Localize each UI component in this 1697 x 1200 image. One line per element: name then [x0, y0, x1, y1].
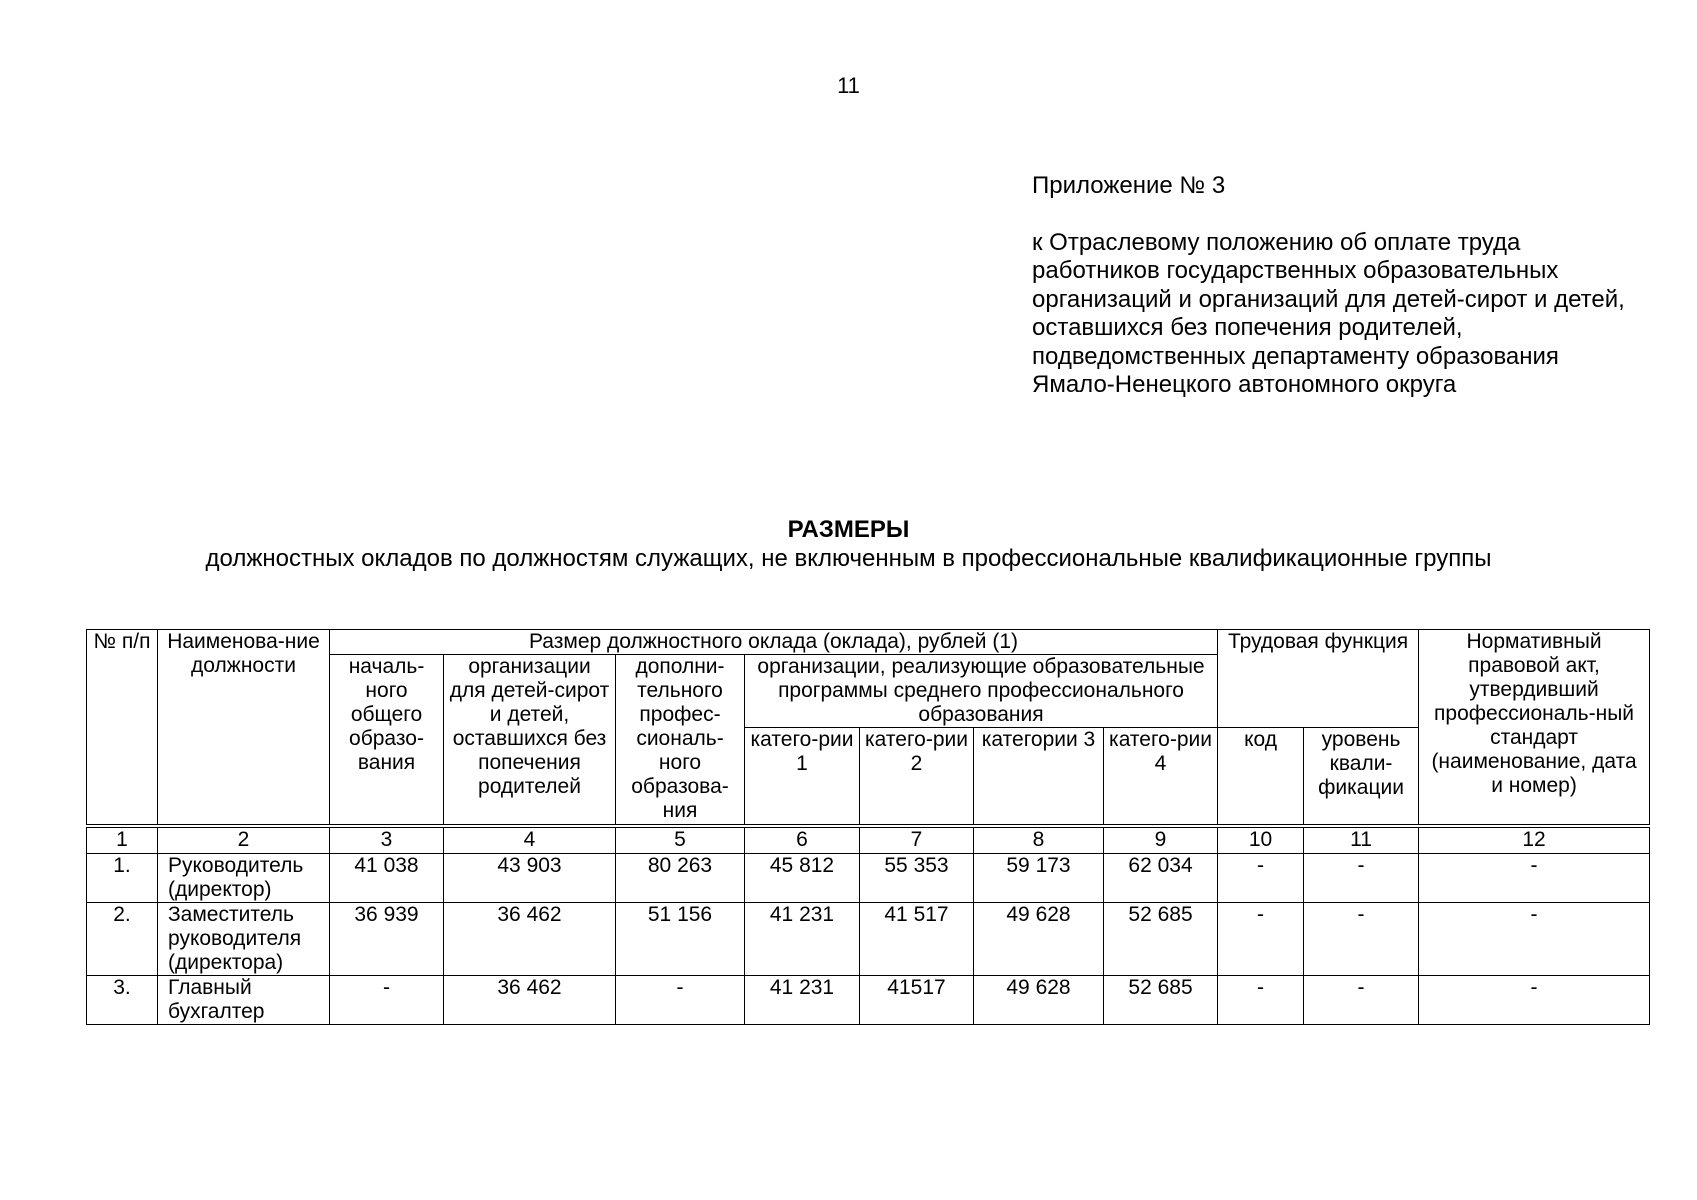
row-value: -	[1218, 854, 1304, 903]
row-number: 1.	[87, 854, 158, 903]
header-code: код	[1218, 728, 1304, 827]
row-value: 59 173	[974, 854, 1104, 903]
header-qual-level: уровень квали-фикации	[1304, 728, 1419, 827]
row-value: -	[1218, 903, 1304, 976]
header-cat3: категории 3	[974, 728, 1104, 827]
row-value: 36 462	[444, 976, 616, 1025]
column-number: 5	[616, 826, 745, 854]
row-value: 49 628	[974, 976, 1104, 1025]
header-general-edu: началь-ного общего образо-вания	[330, 655, 444, 827]
row-value: 45 812	[745, 854, 860, 903]
table-row	[87, 976, 1650, 1025]
row-value: 62 034	[1104, 854, 1218, 903]
header-cat1: катего-рии 1	[745, 728, 860, 827]
header-row-1	[87, 630, 1650, 655]
column-number: 7	[860, 826, 974, 854]
row-position-name: Заместитель руководителя (директора)	[158, 903, 330, 976]
appendix-block	[1032, 172, 1632, 400]
column-number: 9	[1104, 826, 1218, 854]
appendix-title: Приложение № 3	[1032, 172, 1226, 199]
row-value: 41 517	[860, 903, 974, 976]
column-number-row	[87, 826, 1650, 854]
column-number: 11	[1304, 826, 1419, 854]
row-value: -	[330, 976, 444, 1025]
header-secondary-prof: организации, реализующие образовательные программы среднего профессионального образования	[745, 655, 1218, 728]
row-value: 49 628	[974, 903, 1104, 976]
row-value: -	[1304, 854, 1419, 903]
document-title: РАЗМЕРЫ	[787, 516, 910, 543]
table-row	[87, 903, 1650, 976]
row-value: 36 939	[330, 903, 444, 976]
header-position-name: Наименова-ние должности	[158, 630, 330, 827]
row-value: 52 685	[1104, 903, 1218, 976]
header-salary-group: Размер должностного оклада (оклада), рублей (1)	[330, 630, 1218, 655]
row-value: -	[1419, 903, 1650, 976]
row-value: 52 685	[1104, 976, 1218, 1025]
row-value: 55 353	[860, 854, 974, 903]
row-value: -	[1419, 854, 1650, 903]
row-value: -	[1419, 976, 1650, 1025]
row-value: 51 156	[616, 903, 745, 976]
row-value: 36 462	[444, 903, 616, 976]
column-number: 6	[745, 826, 860, 854]
row-value: 43 903	[444, 854, 616, 903]
row-position-name: Главный бухгалтер	[158, 976, 330, 1025]
column-number: 4	[444, 826, 616, 854]
row-number: 2.	[87, 903, 158, 976]
header-cat4: катего-рии 4	[1104, 728, 1218, 827]
row-value: 41 231	[745, 976, 860, 1025]
row-value: -	[1304, 903, 1419, 976]
row-value: 80 263	[616, 854, 745, 903]
row-value: 41 231	[745, 903, 860, 976]
row-position-name: Руководитель (директор)	[158, 854, 330, 903]
appendix-subtitle: к Отраслевому положению об оплате труда работников государственных образовательных организаций и организаций для детей-сирот и детей, оставшихся без попечения родителей, подведомственных департаменту образования Ямало-Ненецкого автономного округа	[1032, 228, 1625, 398]
row-value: -	[1218, 976, 1304, 1025]
column-number: 1	[87, 826, 158, 854]
header-orphan-orgs: организации для детей-сирот и детей, оставшихся без попечения родителей	[444, 655, 616, 827]
column-number: 3	[330, 826, 444, 854]
header-cat2: катего-рии 2	[860, 728, 974, 827]
header-num: № п/п	[87, 630, 158, 827]
column-number: 12	[1419, 826, 1650, 854]
column-number: 8	[974, 826, 1104, 854]
column-number: 10	[1218, 826, 1304, 854]
document-subtitle: должностных окладов по должностям служащих, не включенным в профессиональные квалификационные группы	[205, 545, 1492, 572]
row-value: -	[616, 976, 745, 1025]
row-value: 41517	[860, 976, 974, 1025]
header-additional-edu: дополни-тельного профес-сиональ-ного образова-ния	[616, 655, 745, 827]
row-number: 3.	[87, 976, 158, 1025]
page-number: 11	[837, 73, 860, 98]
header-labor-function: Трудовая функция	[1218, 630, 1419, 728]
column-number: 2	[158, 826, 330, 854]
header-normative-act: Нормативный правовой акт, утвердивший профессиональ-ный стандарт (наименование, дата и номер)	[1419, 630, 1650, 827]
table-row	[87, 854, 1650, 903]
salary-table	[86, 629, 1650, 1025]
row-value: -	[1304, 976, 1419, 1025]
row-value: 41 038	[330, 854, 444, 903]
